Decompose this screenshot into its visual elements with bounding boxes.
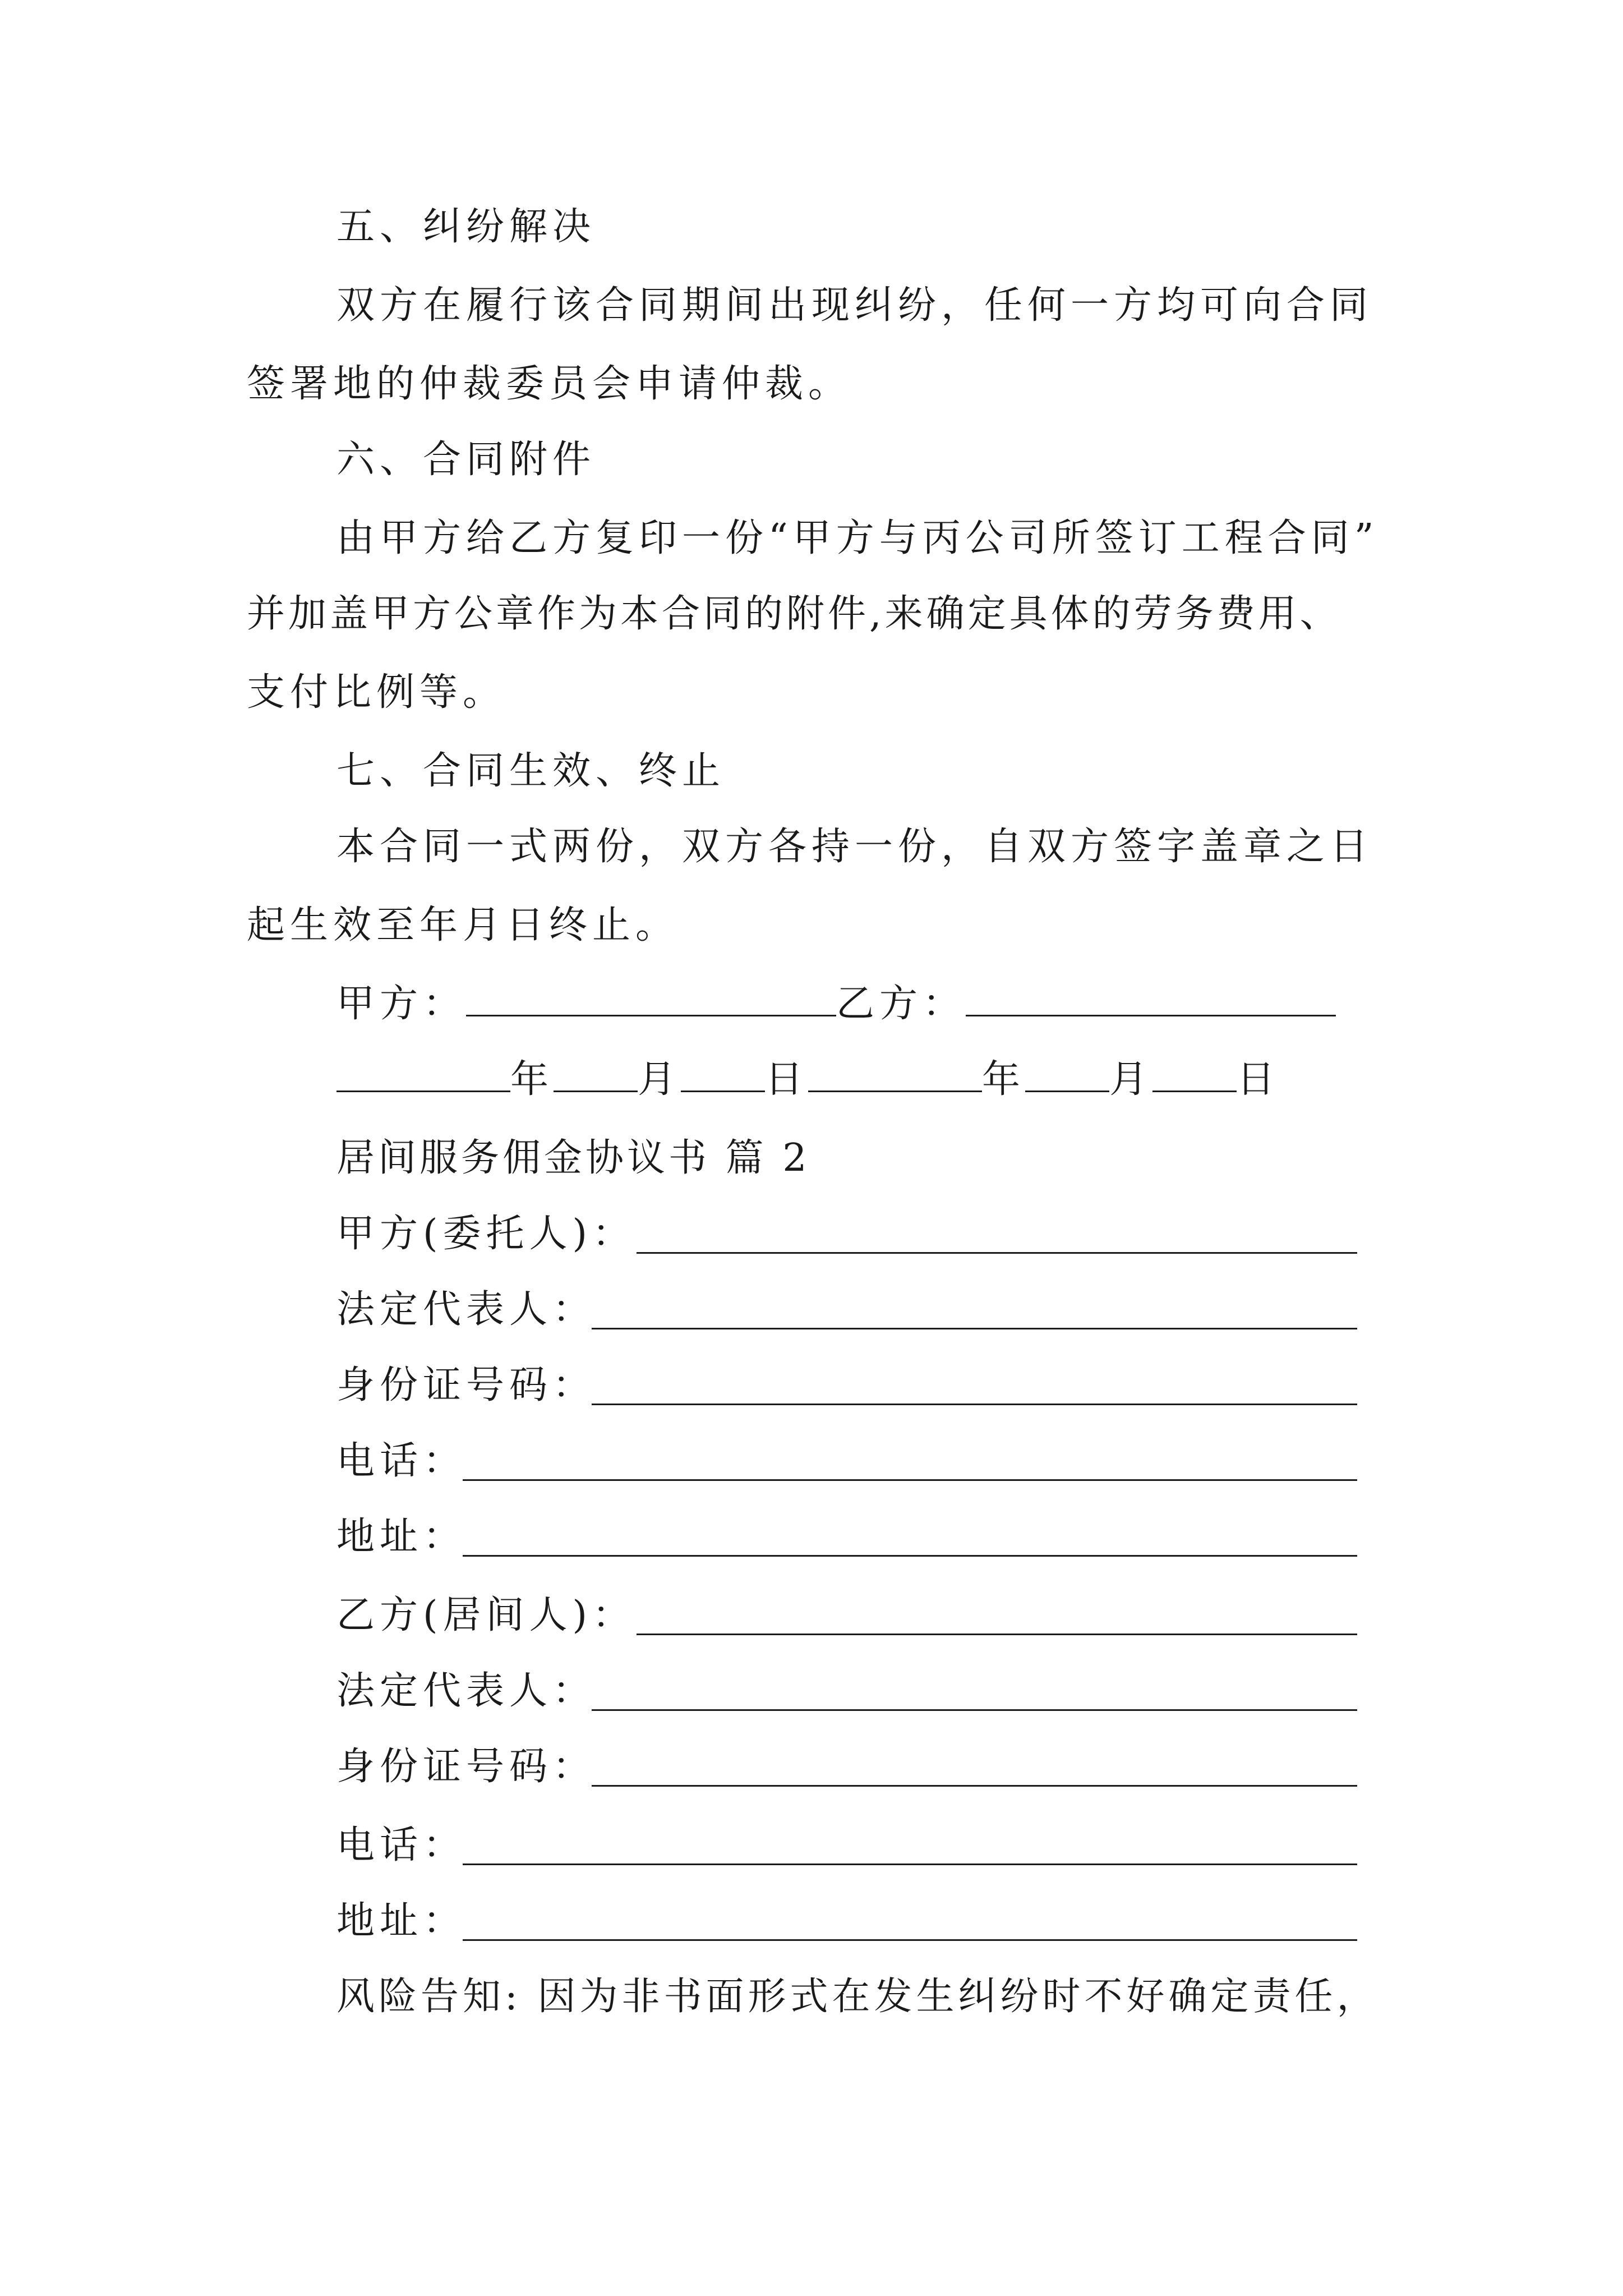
party-b-phone-row: [336, 1820, 1357, 1871]
party-a-day-label: 日: [765, 1057, 809, 1102]
party-b-id-blank[interactable]: [592, 1785, 1357, 1787]
party-b-address-label: 地址：: [336, 1899, 467, 1943]
party-b-name-blank[interactable]: [637, 1634, 1357, 1635]
party-b-day-label: 日: [1237, 1057, 1280, 1102]
party-b-signature-blank[interactable]: [966, 983, 1336, 1016]
party-a-label: 甲方：: [336, 982, 467, 1026]
party-b-month-label: 月: [1109, 1057, 1153, 1102]
party-b-phone-label: 电话：: [336, 1823, 467, 1867]
party-b-year-label: 年: [982, 1057, 1026, 1102]
party-b-name-label: 乙方(居间人)：: [336, 1593, 636, 1637]
party-b-rep-label: 法定代表人：: [336, 1669, 596, 1713]
section-5-heading: 五、纠纷解决: [336, 205, 596, 249]
party-a-name-row: [336, 1209, 1357, 1259]
party-a-signature-blank[interactable]: [466, 983, 836, 1016]
section-7-heading: 七、合同生效、终止: [336, 749, 726, 793]
party-b-rep-row: [336, 1666, 1357, 1717]
party-a-phone-row: [336, 1436, 1357, 1487]
party-a-phone-label: 电话：: [336, 1439, 467, 1483]
party-b-label: 乙方：: [836, 982, 966, 1026]
party-a-month-blank[interactable]: [554, 1059, 638, 1092]
party-b-address-row: [336, 1896, 1357, 1947]
risk-notice-line: 风险告知: 因为非书面形式在发生纠纷时不好确定责任，: [336, 1975, 1379, 2019]
party-a-day-blank[interactable]: [681, 1059, 765, 1092]
party-a-rep-blank[interactable]: [592, 1328, 1357, 1329]
party-a-year-blank[interactable]: [336, 1059, 510, 1092]
party-b-name-row: [336, 1590, 1357, 1641]
party-a-address-label: 地址：: [336, 1515, 467, 1559]
party-b-month-blank[interactable]: [1025, 1059, 1109, 1092]
party-a-name-blank[interactable]: [637, 1252, 1357, 1254]
party-a-phone-blank[interactable]: [463, 1479, 1357, 1481]
party-a-address-row: [336, 1512, 1357, 1562]
party-b-id-row: [336, 1742, 1357, 1792]
section-5-text-line-1: 双方在履行该合同期间出现纠纷，任何一方均可向合同: [336, 283, 1373, 328]
date-line: [336, 1055, 1280, 1105]
section-6-text-line-3: 支付比例等。: [247, 670, 506, 715]
party-b-id-label: 身份证号码：: [336, 1745, 596, 1789]
party-a-id-blank[interactable]: [592, 1404, 1357, 1405]
party-a-id-row: [336, 1360, 1357, 1411]
party-b-phone-blank[interactable]: [463, 1864, 1357, 1865]
party-a-id-label: 身份证号码：: [336, 1363, 596, 1407]
party-b-address-blank[interactable]: [463, 1939, 1357, 1941]
party-b-rep-blank[interactable]: [592, 1709, 1357, 1711]
party-a-address-blank[interactable]: [463, 1555, 1357, 1557]
agreement-2-title: 居间服务佣金协议书 篇 2: [336, 1136, 810, 1180]
party-b-year-blank[interactable]: [808, 1059, 982, 1092]
section-7-text-line-2: 起生效至年月日终止。: [247, 903, 679, 947]
party-a-month-label: 月: [638, 1057, 681, 1102]
section-6-text-line-2: 并加盖甲方公章作为本合同的附件,来确定具体的劳务费用、: [247, 592, 1341, 636]
party-a-rep-row: [336, 1285, 1357, 1335]
signature-line: [336, 979, 1336, 1029]
section-5-text-line-2: 签署地的仲裁委员会申请仲裁。: [247, 362, 852, 406]
section-7-text-line-1: 本合同一式两份，双方各持一份，自双方签字盖章之日: [336, 825, 1373, 869]
party-a-name-label: 甲方(委托人)：: [336, 1212, 636, 1256]
party-a-rep-label: 法定代表人：: [336, 1287, 596, 1332]
section-6-heading: 六、合同附件: [336, 438, 596, 482]
party-a-year-label: 年: [510, 1057, 554, 1102]
party-b-day-blank[interactable]: [1152, 1059, 1237, 1092]
section-6-text-line-1: 由甲方给乙方复印一份“甲方与丙公司所签订工程合同”: [336, 516, 1379, 560]
